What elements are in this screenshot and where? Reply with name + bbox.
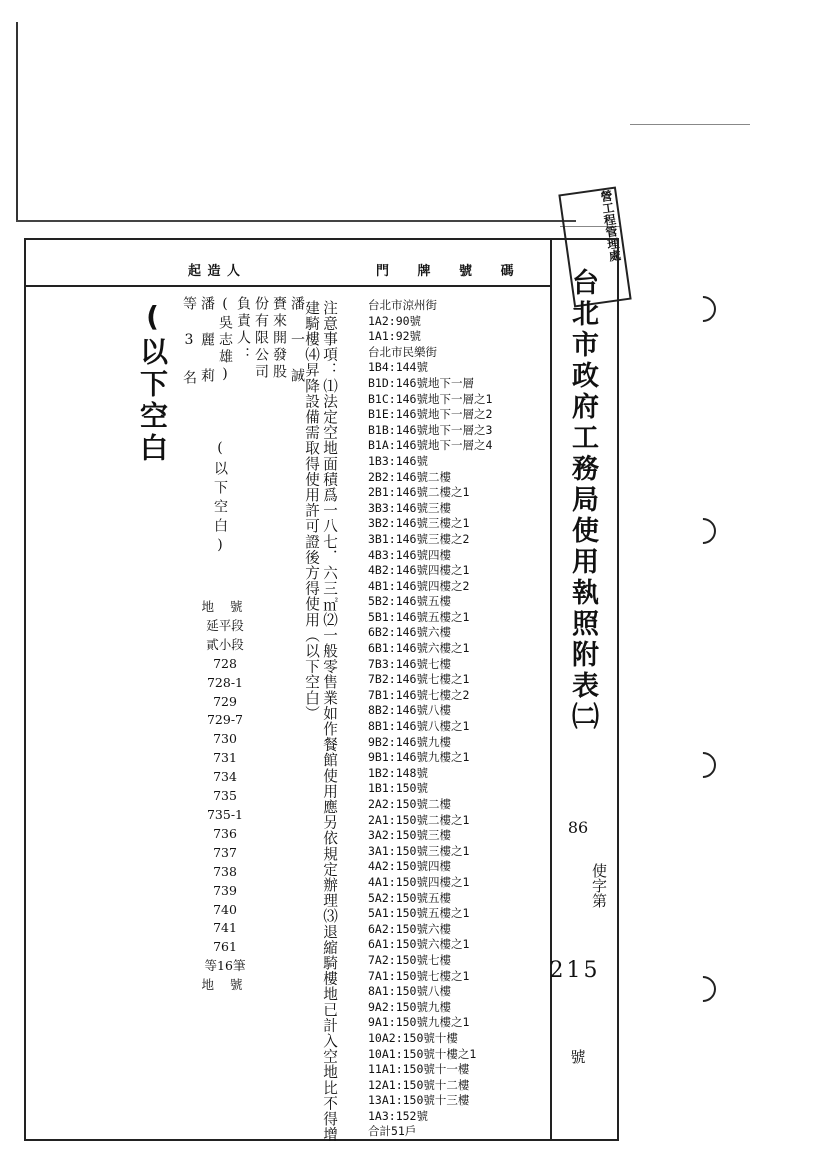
- notes-line-2: 建騎樓⑷昇降設備需取得使用許可證後方得使用（以下空白）: [303, 300, 320, 722]
- address-line: 8A1:150號八樓: [368, 984, 451, 999]
- address-line: 5B1:146號五樓之1: [368, 609, 470, 624]
- address-line: 3B2:146號三樓之1: [368, 516, 470, 531]
- address-line: B1E:146號地下一層之2: [368, 407, 493, 422]
- builder-line: 賚來開發股: [271, 296, 287, 381]
- land-number: 731: [213, 750, 237, 766]
- address-line: 6A2:150號六樓: [368, 921, 451, 936]
- address-line: 7B2:146號七樓之1: [368, 672, 470, 687]
- land-number: 735-1: [206, 806, 244, 822]
- address-line: 8B2:146號八樓: [368, 703, 451, 718]
- address-line: 5B2:146號五樓: [368, 594, 451, 609]
- address-line: 6A1:150號六樓之1: [368, 937, 470, 952]
- land-footer: 地 號: [201, 977, 249, 993]
- land-total: 等16筆: [204, 958, 246, 974]
- builder-line: 潘 一 誠: [289, 296, 305, 385]
- address-line: 2A1:150號二樓之1: [368, 812, 470, 827]
- address-line: 9B2:146號九樓: [368, 734, 451, 749]
- notes: [302, 300, 338, 1143]
- address-line: 10A1:150號十樓之1: [368, 1046, 477, 1061]
- address-line: 4A1:150號四樓之1: [368, 874, 470, 889]
- page-border-bottom: [16, 220, 576, 222]
- issue-year: 86: [567, 818, 589, 837]
- builder-line: (吳志雄): [217, 296, 233, 385]
- land-number: 735: [213, 788, 237, 804]
- address-line: 6B1:146號六樓之1: [368, 641, 470, 656]
- address-line: 7A1:150號七樓之1: [368, 968, 470, 983]
- address-line: 1B2:148號: [368, 765, 428, 780]
- address-line: B1B:146號地下一層之3: [368, 422, 493, 437]
- address-line: 3B3:146號三樓: [368, 500, 451, 515]
- page-title: 台北市政府工務局使用執照附表㈡: [567, 268, 598, 733]
- issue-suffix: 號: [570, 1048, 586, 1066]
- address-line: B1D:146號地下一層: [368, 375, 474, 390]
- address-line: 4B1:146號四樓之2: [368, 578, 470, 593]
- address-line: 9A1:150號九樓之1: [368, 1015, 470, 1030]
- address-line: 4B2:146號四樓之1: [368, 563, 470, 578]
- address-line: B1A:146號地下一層之4: [368, 438, 493, 453]
- address-line: 10A2:150號十樓: [368, 1030, 458, 1045]
- notes-line-1: 注意事項：⑴法定空地面積爲一八七．六三㎡⑵一般零售業如作餐館使用應另依規定辦理⑶退縮騎樓地已計入空地比不得增: [321, 300, 338, 1143]
- land-number: 729-7: [206, 712, 244, 728]
- punch-hole: [685, 747, 722, 784]
- land-subsection: 貳小段: [206, 636, 244, 652]
- address-line: 4B3:146號四樓: [368, 547, 451, 562]
- land-section: 延平段: [206, 617, 244, 633]
- address-line: 4A2:150號四樓: [368, 859, 451, 874]
- land-number: 728-1: [206, 674, 244, 690]
- address-line: 1B4:144號: [368, 360, 428, 375]
- address-line: 11A1:150號十一樓: [368, 1062, 470, 1077]
- address-line: 7B1:146號七樓之2: [368, 687, 470, 702]
- stamp-text: 營工程管理處: [598, 189, 623, 263]
- address-line: 13A1:150號十三樓: [368, 1093, 470, 1108]
- land-number: 737: [213, 844, 237, 860]
- address-line: 3A1:150號三樓之1: [368, 843, 470, 858]
- address-line: 7A2:150號七樓: [368, 952, 451, 967]
- land-number: 728: [213, 655, 237, 671]
- header-divider: [26, 285, 550, 287]
- address-list: [368, 298, 548, 1140]
- builder-line: 負責人：: [235, 296, 251, 364]
- address-line: 2A2:150號二樓: [368, 797, 451, 811]
- address-line: B1C:146號地下一層之1: [368, 391, 493, 406]
- land-number: 734: [213, 769, 237, 785]
- address-line: 3A2:150號三樓: [368, 828, 451, 843]
- land-header: 地 號: [201, 599, 249, 614]
- address-line: 5A1:150號五樓之1: [368, 906, 470, 921]
- land-number: 736: [213, 825, 237, 841]
- land-number: 730: [213, 731, 237, 747]
- address-line: 9B1:146號九樓之1: [368, 750, 470, 765]
- address-line: 12A1:150號十二樓: [368, 1077, 470, 1092]
- handwritten-note: (以下空白: [136, 300, 169, 465]
- builder-line: 等 3 名: [181, 296, 197, 387]
- address-line: 1A1:92號: [368, 329, 422, 344]
- address-line: 1A2:90號: [368, 313, 422, 328]
- land-number: 740: [213, 901, 237, 917]
- address-line: 3B1:146號三樓之2: [368, 531, 470, 546]
- address-line: 1A3:152號: [368, 1108, 428, 1123]
- punch-hole: [685, 971, 722, 1008]
- address-line: 2B2:146號二樓: [368, 469, 451, 484]
- address-line: 2B1:146號二樓之1: [368, 485, 470, 500]
- address-header: 門 牌 號 碼: [376, 264, 515, 279]
- issue-number: 215: [549, 958, 601, 983]
- address-line: 8B1:146號八樓之1: [368, 719, 470, 734]
- address-line: 9A2:150號九樓: [368, 999, 451, 1014]
- address-line: 合計51戶: [368, 1124, 417, 1139]
- land-number: 738: [213, 863, 237, 879]
- land-number: 761: [213, 939, 237, 955]
- address-line: 5A2:150號五樓: [368, 890, 451, 905]
- land-number: 729: [213, 693, 237, 709]
- builder-info: [180, 296, 306, 446]
- builder-blank-note: (以下空白): [212, 440, 228, 558]
- builder-header: 起 造 人: [188, 264, 242, 279]
- land-number: 741: [213, 920, 237, 936]
- address-line: 6B2:146號六樓: [368, 625, 451, 640]
- address-line: 1B3:146號: [368, 453, 428, 468]
- builder-line: 份有限公司: [253, 296, 269, 381]
- punch-hole: [685, 513, 722, 550]
- address-line: 7B3:146號七樓: [368, 656, 451, 671]
- address-line: 1B1:150號: [368, 781, 428, 796]
- page-border-left: [16, 22, 18, 222]
- builder-line: 潘 麗 莉: [199, 296, 215, 385]
- land-number-list: [180, 655, 270, 958]
- issue-category: 使字第: [590, 862, 608, 908]
- land-lots: [180, 598, 270, 995]
- scan-mark: [630, 124, 750, 125]
- address-line: 台北市民樂街: [368, 344, 437, 359]
- title-column-divider: [550, 240, 552, 1140]
- punch-hole: [685, 291, 722, 328]
- land-number: 739: [213, 882, 237, 898]
- address-line: 台北市涼州街: [368, 298, 437, 312]
